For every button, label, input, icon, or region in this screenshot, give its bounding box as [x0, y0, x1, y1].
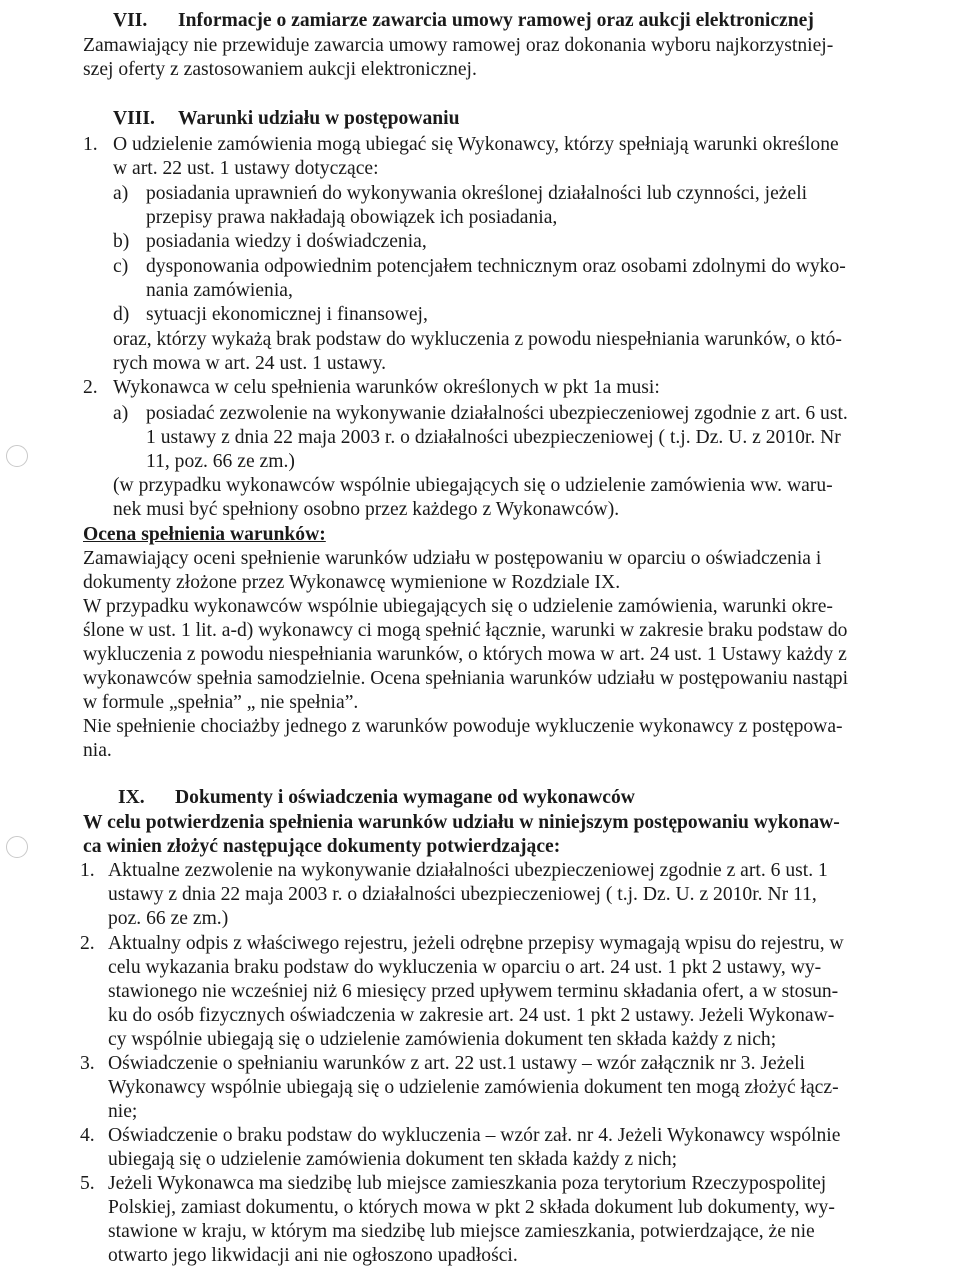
paragraph-line: nia.	[83, 740, 112, 761]
paragraph-line: oraz, którzy wykażą brak podstaw do wykluczenia z powodu niespełniania warunków, o któ-	[113, 329, 842, 350]
section-8-title: Warunki udziału w postępowaniu	[178, 108, 460, 129]
paragraph-line: W celu potwierdzenia spełnienia warunków udziału w niniejszym postępowaniu wykonaw-	[83, 812, 840, 833]
paragraph-line: przepisy prawa nakładają obowiązek ich posiadania,	[146, 207, 558, 228]
paragraph-line: w formule „spełnia” „ nie spełnia”.	[83, 692, 359, 713]
paragraph-line: celu wykazania braku podstaw do wykluczenia w oparciu o art. 24 ust. 1 pkt 2 ustawy, wy-	[108, 957, 822, 978]
paragraph-line: rych mowa w art. 24 ust. 1 ustawy.	[113, 353, 386, 374]
paragraph-line: poz. 66 ze zm.)	[108, 908, 229, 929]
paragraph-line: ubiegają się o udzielenie zamówienia dokument ten składa każdy z nich;	[108, 1149, 678, 1170]
paragraph-line: Oświadczenie o spełnianiu warunków z art. 22 ust.1 ustawy – wzór załącznik nr 3. Jeżeli	[108, 1053, 805, 1074]
paragraph-line: ustawy z dnia 22 maja 2003 r. o działalności ubezpieczeniowej ( t.j. Dz. U. z 2010r. Nr 11,	[108, 884, 817, 905]
paragraph-line: Nie spełnienie chociażby jednego z warunków powoduje wykluczenie wykonawcy z postępowa-	[83, 716, 843, 737]
list-number: 3.	[80, 1053, 95, 1074]
section-8-number: VIII.	[113, 108, 155, 129]
section-9-number: IX.	[118, 787, 145, 808]
paragraph-line: nie;	[108, 1101, 138, 1122]
paragraph-line: stawione w kraju, w którym ma siedzibę lub miejsce zamieszkania, potwierdzające, że nie	[108, 1221, 815, 1242]
punch-hole	[6, 836, 28, 858]
list-letter: d)	[113, 304, 130, 325]
paragraph-line: otwarto jego likwidacji ani nie ogłoszono upadłości.	[108, 1245, 518, 1266]
paragraph-line: dokumenty złożone przez Wykonawcę wymienione w Rozdziale IX.	[83, 572, 621, 593]
paragraph-line: stawionego nie wcześniej niż 6 miesięcy przed upływem terminu składania ofert, a w stosun-	[108, 981, 839, 1002]
paragraph-line: (w przypadku wykonawców wspólnie ubiegających się o udzielenie zamówienia ww. waru-	[113, 475, 833, 496]
list-number: 2.	[83, 377, 98, 398]
paragraph-line: ca winien złożyć następujące dokumenty potwierdzające:	[83, 836, 561, 857]
paragraph-line: Aktualne zezwolenie na wykonywanie działalności ubezpieczeniowej zgodnie z art. 6 ust. 1	[108, 860, 828, 881]
assessment-heading: Ocena spełnienia warunków:	[83, 524, 326, 545]
section-7-number: VII.	[113, 10, 148, 31]
paragraph-line: Wykonawca w celu spełnienia warunków określonych w pkt 1a musi:	[113, 377, 660, 398]
paragraph-line: cy wspólnie ubiegają się o udzielenie zamówienia dokument ten składa każdy z nich;	[108, 1029, 777, 1050]
paragraph-line: w art. 22 ust. 1 ustawy dotyczące:	[113, 158, 379, 179]
paragraph-line: Jeżeli Wykonawca ma siedzibę lub miejsce zamieszkania poza terytorium Rzeczypospolitej	[108, 1173, 827, 1194]
list-number: 1.	[83, 134, 98, 155]
paragraph-line: nania zamówienia,	[146, 280, 293, 301]
paragraph-line: wykonawców spełnia samodzielnie. Ocena spełniania warunków udziału w postępowaniu nastąpi	[83, 668, 849, 689]
list-letter: a)	[113, 403, 129, 424]
paragraph-line: szej oferty z zastosowaniem aukcji elektronicznej.	[83, 59, 477, 80]
paragraph-line: ślone w ust. 1 lit. a-d) wykonawcy ci mogą spełnić łącznie, warunki w zakresie braku podstaw do	[83, 620, 848, 641]
paragraph-line: Zamawiający oceni spełnienie warunków udziału w postępowaniu w oparciu o oświadczenia i	[83, 548, 822, 569]
paragraph-line: Wykonawcy wspólnie ubiegają się o udzielenie zamówienia dokument ten mogą złożyć łącz-	[108, 1077, 839, 1098]
paragraph-line: Aktualny odpis z właściwego rejestru, jeżeli odrębne przepisy wymagają wpisu do rejestru, w	[108, 933, 844, 954]
list-number: 2.	[80, 933, 95, 954]
punch-hole	[6, 445, 28, 467]
paragraph-line: Zamawiający nie przewiduje zawarcia umowy ramowej oraz dokonania wyboru najkorzystniej-	[83, 35, 834, 56]
list-letter: b)	[113, 231, 130, 252]
paragraph-line: O udzielenie zamówienia mogą ubiegać się Wykonawcy, którzy spełniają warunki określone	[113, 134, 839, 155]
paragraph-line: Oświadczenie o braku podstaw do wykluczenia – wzór zał. nr 4. Jeżeli Wykonawcy wspólnie	[108, 1125, 841, 1146]
paragraph-line: dysponowania odpowiednim potencjałem technicznym oraz osobami zdolnymi do wyko-	[146, 256, 846, 277]
paragraph-line: sytuacji ekonomicznej i finansowej,	[146, 304, 428, 325]
paragraph-line: posiadania wiedzy i doświadczenia,	[146, 231, 427, 252]
paragraph-line: ku do osób fizycznych oświadczenia w zakresie art. 24 ust. 1 pkt 2 ustawy. Jeżeli Wykonaw-	[108, 1005, 835, 1026]
section-9-title: Dokumenty i oświadczenia wymagane od wykonawców	[175, 787, 635, 808]
paragraph-line: posiadać zezwolenie na wykonywanie działalności ubezpieczeniowej zgodnie z art. 6 ust.	[146, 403, 848, 424]
list-letter: c)	[113, 256, 129, 277]
paragraph-line: W przypadku wykonawców wspólnie ubiegających się o udzielenie zamówienia, warunki okre-	[83, 596, 833, 617]
paragraph-line: posiadania uprawnień do wykonywania określonej działalności lub czynności, jeżeli	[146, 183, 808, 204]
section-7-title: Informacje o zamiarze zawarcia umowy ramowej oraz aukcji elektronicznej	[178, 10, 814, 31]
list-letter: a)	[113, 183, 129, 204]
list-number: 4.	[80, 1125, 95, 1146]
paragraph-line: 11, poz. 66 ze zm.)	[146, 451, 295, 472]
list-number: 5.	[80, 1173, 95, 1194]
paragraph-line: wykluczenia z powodu niespełniania warunków, o których mowa w art. 24 ust. 1 Ustawy każdy z	[83, 644, 847, 665]
paragraph-line: Polskiej, zamiast dokumentu, o których mowa w pkt 2 składa dokument lub dokumenty, wy-	[108, 1197, 835, 1218]
paragraph-line: 1 ustawy z dnia 22 maja 2003 r. o działalności ubezpieczeniowej ( t.j. Dz. U. z 2010r. Nr	[146, 427, 841, 448]
list-number: 1.	[80, 860, 95, 881]
paragraph-line: nek musi być spełniony osobno przez każdego z Wykonawców).	[113, 499, 620, 520]
